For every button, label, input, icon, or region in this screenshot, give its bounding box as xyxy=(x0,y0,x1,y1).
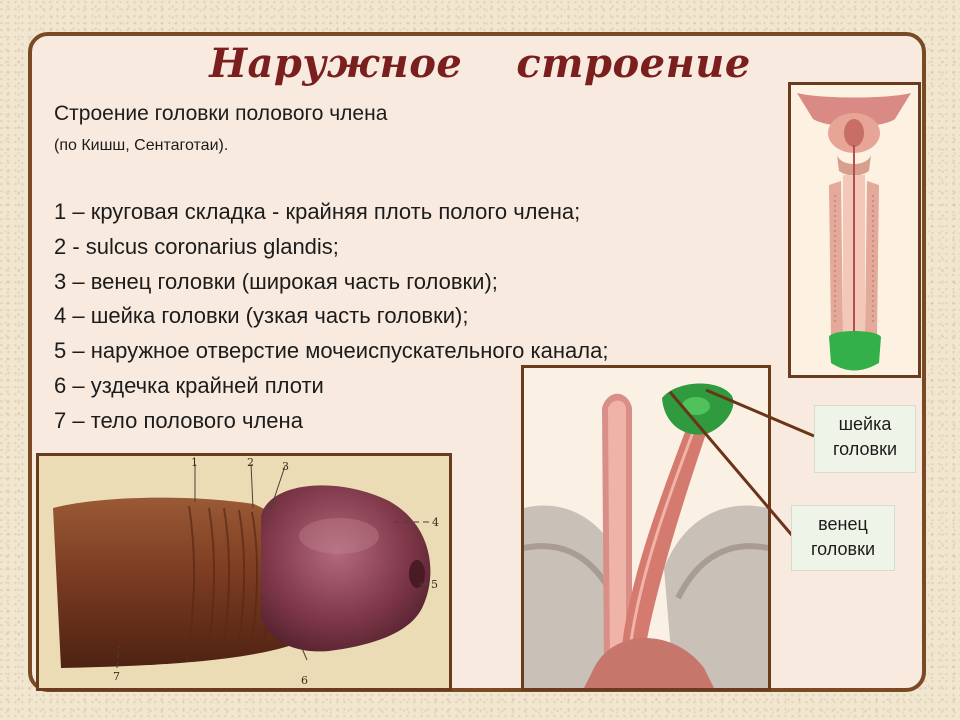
photo-label-7: 7 xyxy=(113,670,120,683)
slide-title xyxy=(0,40,960,87)
callout-corona-line1: венец xyxy=(818,514,868,534)
callout-neck-line2: головки xyxy=(833,439,897,459)
callout-corona xyxy=(791,505,895,571)
photo-label-5: 5 xyxy=(431,578,438,591)
callout-neck xyxy=(814,405,916,473)
sagittal-illustration xyxy=(791,85,918,375)
callout-corona-line2: головки xyxy=(811,539,875,559)
legend-item-5: 5 – наружное отверстие мочеиспускательного канала; xyxy=(54,338,609,364)
glans-photo xyxy=(36,453,452,691)
photo-label-6: 6 xyxy=(301,674,308,687)
subtitle: Строение головки полового члена xyxy=(54,102,388,125)
photo-label-3: 3 xyxy=(282,460,289,473)
photo-label-1: 1 xyxy=(191,456,198,469)
legend-item-6: 6 – уздечка крайней плоти xyxy=(54,372,324,398)
section-diagram xyxy=(521,365,771,691)
section-illustration xyxy=(524,368,768,688)
legend-item-7: 7 – тело полового члена xyxy=(54,407,303,433)
authors-note: (по Кишш, Сентаготаи). xyxy=(54,137,229,154)
legend-item-1: 1 – круговая складка - крайняя плоть полого члена; xyxy=(54,199,581,224)
callout-neck-line1: шейка xyxy=(838,414,892,434)
photo-label-4: 4 xyxy=(432,516,439,529)
title-word-2: строение xyxy=(516,40,751,87)
legend-item-3: 3 – венец головки (широкая часть головки); xyxy=(54,268,498,294)
sagittal-diagram xyxy=(788,82,921,378)
glans-illustration xyxy=(39,456,449,688)
legend-item-2: 2 - sulcus coronarius glandis; xyxy=(54,233,339,259)
title-word-1: Наружное xyxy=(209,40,463,87)
legend-item-4: 4 – шейка головки (узкая часть головки); xyxy=(54,303,469,329)
photo-label-2: 2 xyxy=(247,456,254,469)
